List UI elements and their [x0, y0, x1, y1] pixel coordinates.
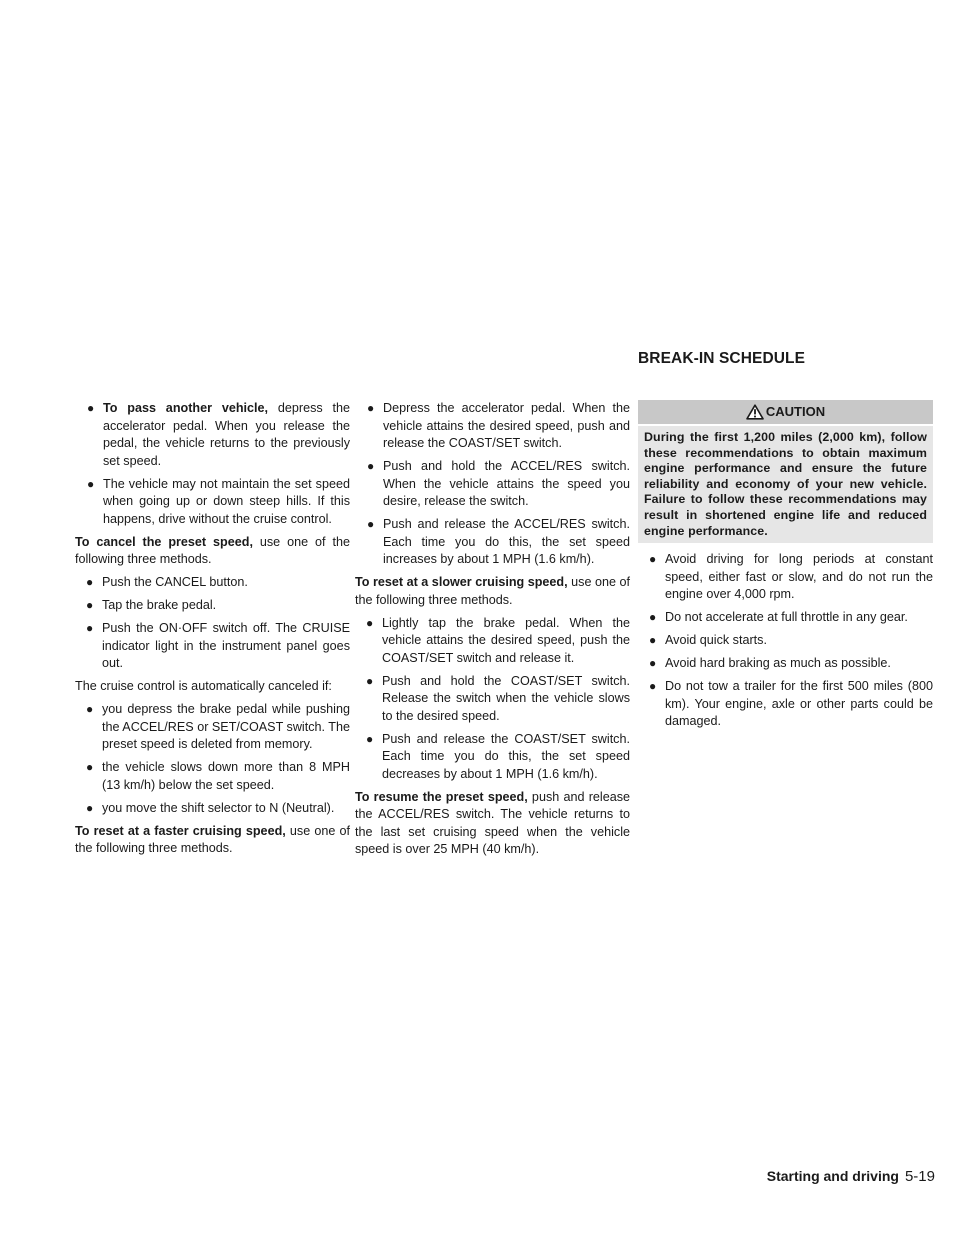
- list-item: ● Do not accelerate at full throttle in any gear.: [638, 609, 933, 627]
- list-item: ● Depress the accelerator pedal. When the vehicle attains the desired speed, push and release the COAST/SET switch.: [355, 400, 630, 453]
- column-3: [638, 400, 933, 736]
- paragraph: To resume the preset speed, push and release the ACCEL/RES switch. The vehicle returns to the last set cruising speed when the vehicle speed is over 25 MPH (40 km/h).: [355, 789, 630, 856]
- section-heading: BREAK-IN SCHEDULE: [638, 350, 806, 367]
- list-item: ● Push the ON·OFF switch off. The CRUISE indicator light in the instrument panel goes out.: [75, 620, 350, 673]
- bullet: ●: [367, 517, 375, 531]
- bullet: ●: [86, 598, 94, 612]
- list-item: ● you move the shift selector to N (Neutral).: [75, 800, 350, 818]
- paragraph: To reset at a slower cruising speed, use one of the following three methods.: [355, 575, 630, 607]
- paragraph: To reset at a faster cruising speed, use one of the following three methods.: [75, 823, 350, 855]
- bullet: ●: [366, 731, 374, 746]
- list-item: ● Push and hold the ACCEL/RES switch. When the vehicle attains the speed you desire, release the switch.: [355, 458, 630, 511]
- list-item: ● Lightly tap the brake pedal. When the vehicle attains the desired speed, push the COAST/SET switch and release it.: [355, 615, 630, 668]
- list-item: ● To pass another vehicle, depress the accelerator pedal. When you release the pedal, the vehicle returns to the previously set speed.: [75, 400, 350, 470]
- caution-header: [638, 400, 933, 424]
- list-item: ● Push and release the ACCEL/RES switch. Each time you do this, the set speed increases by about 1 MPH (1.6 km/h).: [355, 516, 630, 569]
- warning-icon: [746, 404, 764, 420]
- page-footer: [740, 1168, 935, 1190]
- bullet: ●: [649, 656, 657, 671]
- bullet: ●: [86, 575, 94, 589]
- bullet: ●: [86, 800, 94, 815]
- bullet: ●: [86, 760, 94, 774]
- bullet: ●: [649, 633, 657, 648]
- list-item: ● Do not tow a trailer for the first 500 miles (800 km). Your engine, axle or other parts could be damaged.: [638, 678, 933, 731]
- paragraph: The cruise control is automatically canceled if:: [75, 679, 332, 693]
- list-item: ● Avoid hard braking as much as possible.: [638, 655, 933, 673]
- bullet: ●: [86, 621, 94, 635]
- caution-text: During the first 1,200 miles (2,000 km), follow these recommendations to obtain maximum engine performance and ensure the future reliability and economy of your new vehicle. Failure to follow these recommendations may result in shortened engine life and reduced engine performance.: [638, 426, 933, 543]
- page-number: 5-19: [904, 1168, 935, 1185]
- list-item: ● Push the CANCEL button.: [75, 574, 350, 592]
- bullet: ●: [366, 673, 374, 688]
- bullet: ●: [367, 401, 375, 415]
- bold-lead: To reset at a slower cruising speed,: [355, 575, 568, 589]
- caution-title: CAUTION: [765, 404, 826, 420]
- bullet: ●: [86, 702, 94, 716]
- bullet: ●: [649, 679, 657, 694]
- bold-lead: To reset at a faster cruising speed,: [75, 823, 286, 838]
- list-item: ● Push and release the COAST/SET switch. Each time you do this, the set speed decreases by about 1 MPH (1.6 km/h).: [355, 731, 630, 784]
- bullet: ●: [366, 615, 374, 630]
- list-item: ● the vehicle slows down more than 8 MPH (13 km/h) below the set speed.: [75, 759, 350, 794]
- bullet: ●: [87, 476, 95, 491]
- bullet: ●: [649, 552, 657, 567]
- paragraph: To cancel the preset speed, use one of the following three methods.: [75, 534, 350, 566]
- list-item: ● The vehicle may not maintain the set speed when going up or down steep hills. If this happens, drive without the cruise control.: [75, 476, 350, 529]
- bold-lead: To resume the preset speed,: [355, 789, 528, 804]
- list-item: ● Avoid driving for long periods at constant speed, either fast or slow, and do not run the engine over 4,000 rpm.: [638, 551, 933, 604]
- bullet: ●: [367, 459, 375, 473]
- column-1: [75, 400, 350, 863]
- bullet: ●: [87, 401, 95, 415]
- column-2: [355, 400, 630, 864]
- list-item: ● you depress the brake pedal while pushing the ACCEL/RES or SET/COAST switch. The preset speed is deleted from memory.: [75, 701, 350, 754]
- list-item: ● Push and hold the COAST/SET switch. Release the switch when the vehicle slows to the desired speed.: [355, 673, 630, 726]
- section-name: Starting and driving: [766, 1168, 899, 1184]
- bold-lead: To cancel the preset speed,: [75, 534, 253, 549]
- list-item: ● Avoid quick starts.: [638, 632, 933, 650]
- bold-lead: To pass another vehicle,: [103, 401, 269, 415]
- list-item: ● Tap the brake pedal.: [75, 597, 350, 615]
- bullet: ●: [649, 610, 657, 625]
